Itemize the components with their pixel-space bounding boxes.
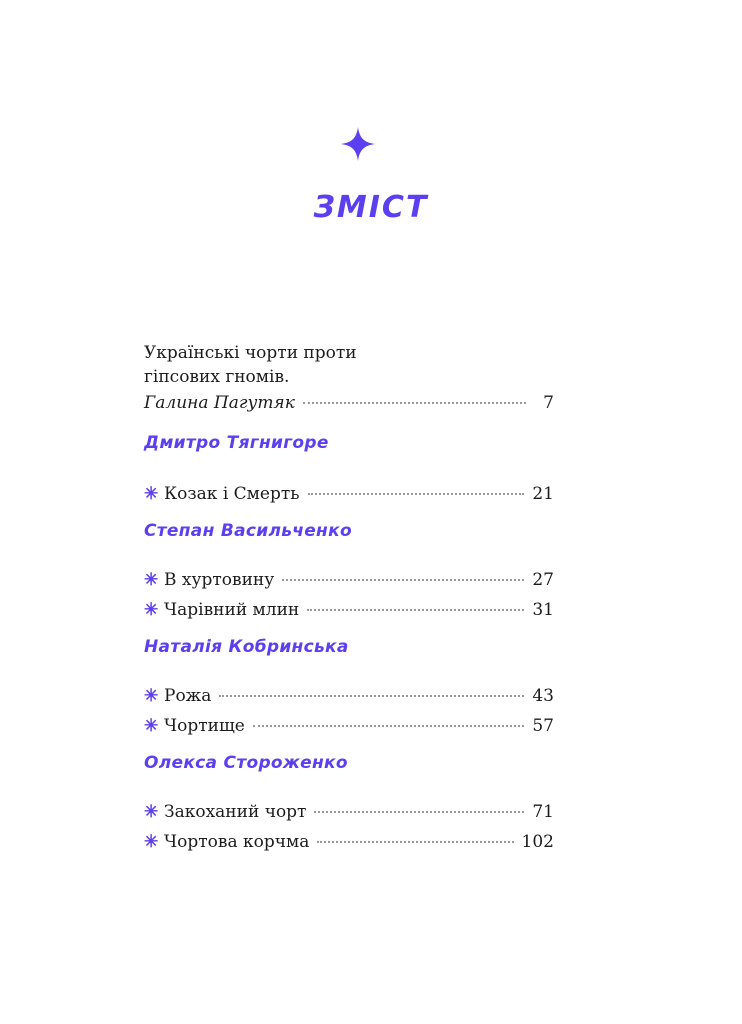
- intro-entry[interactable]: [144, 389, 554, 417]
- page-number: 71: [532, 802, 554, 822]
- asterisk-bullet-icon: ✳: [144, 600, 159, 620]
- four-point-star-icon: [341, 127, 375, 161]
- toc-entry[interactable]: [144, 565, 554, 595]
- table-of-contents: [144, 341, 554, 857]
- asterisk-bullet-icon: ✳: [144, 686, 159, 706]
- entry-title: Козак і Смерть: [164, 484, 300, 504]
- dot-leader: [314, 811, 524, 813]
- dot-leader: [219, 695, 524, 697]
- toc-entry[interactable]: [144, 711, 554, 741]
- dot-leader: [317, 841, 513, 843]
- page-number: 31: [532, 600, 554, 620]
- author-section-2: [144, 509, 554, 539]
- asterisk-bullet-icon: ✳: [144, 570, 159, 590]
- page-number: 102: [521, 832, 554, 852]
- dot-leader: [282, 579, 524, 581]
- entry-title: Закоханий чорт: [164, 802, 307, 822]
- page-title: ЗМІСТ: [313, 190, 429, 225]
- toc-entry[interactable]: [144, 681, 554, 711]
- dot-leader: [307, 609, 524, 611]
- page-number: 57: [532, 716, 554, 736]
- entry-title: В хуртовину: [164, 570, 275, 590]
- asterisk-bullet-icon: ✳: [144, 716, 159, 736]
- page-number: 43: [532, 686, 554, 706]
- dot-leader: [303, 402, 526, 404]
- entry-title: Чортова корчма: [164, 832, 310, 852]
- entry-title: Чортище: [164, 716, 245, 736]
- toc-entry[interactable]: [144, 797, 554, 827]
- dot-leader: [308, 493, 525, 495]
- asterisk-bullet-icon: ✳: [144, 832, 159, 852]
- section-author: Дмитро Тягнигоре: [144, 433, 329, 453]
- author-section-4: [144, 741, 554, 771]
- page-number: 7: [543, 393, 554, 413]
- section-author: Наталія Кобринська: [144, 637, 349, 657]
- asterisk-bullet-icon: ✳: [144, 484, 159, 504]
- intro-title-line-2: гіпсових гномів.: [144, 367, 290, 387]
- section-author: Степан Васильченко: [144, 521, 352, 541]
- section-author: Олекса Стороженко: [144, 753, 348, 773]
- intro-author: Галина Пагутяк: [144, 393, 295, 413]
- toc-entry[interactable]: [144, 595, 554, 625]
- author-section-1: [144, 417, 554, 451]
- dot-leader: [253, 725, 525, 727]
- entry-title: Рожа: [164, 686, 212, 706]
- author-section-3: [144, 625, 554, 655]
- intro-title-line-1: Українські чорти проти: [144, 343, 357, 363]
- asterisk-bullet-icon: ✳: [144, 802, 159, 822]
- page-number: 21: [532, 484, 554, 504]
- toc-entry[interactable]: [144, 479, 554, 509]
- toc-entry[interactable]: [144, 827, 554, 857]
- entry-title: Чарівний млин: [164, 600, 300, 620]
- page-number: 27: [532, 570, 554, 590]
